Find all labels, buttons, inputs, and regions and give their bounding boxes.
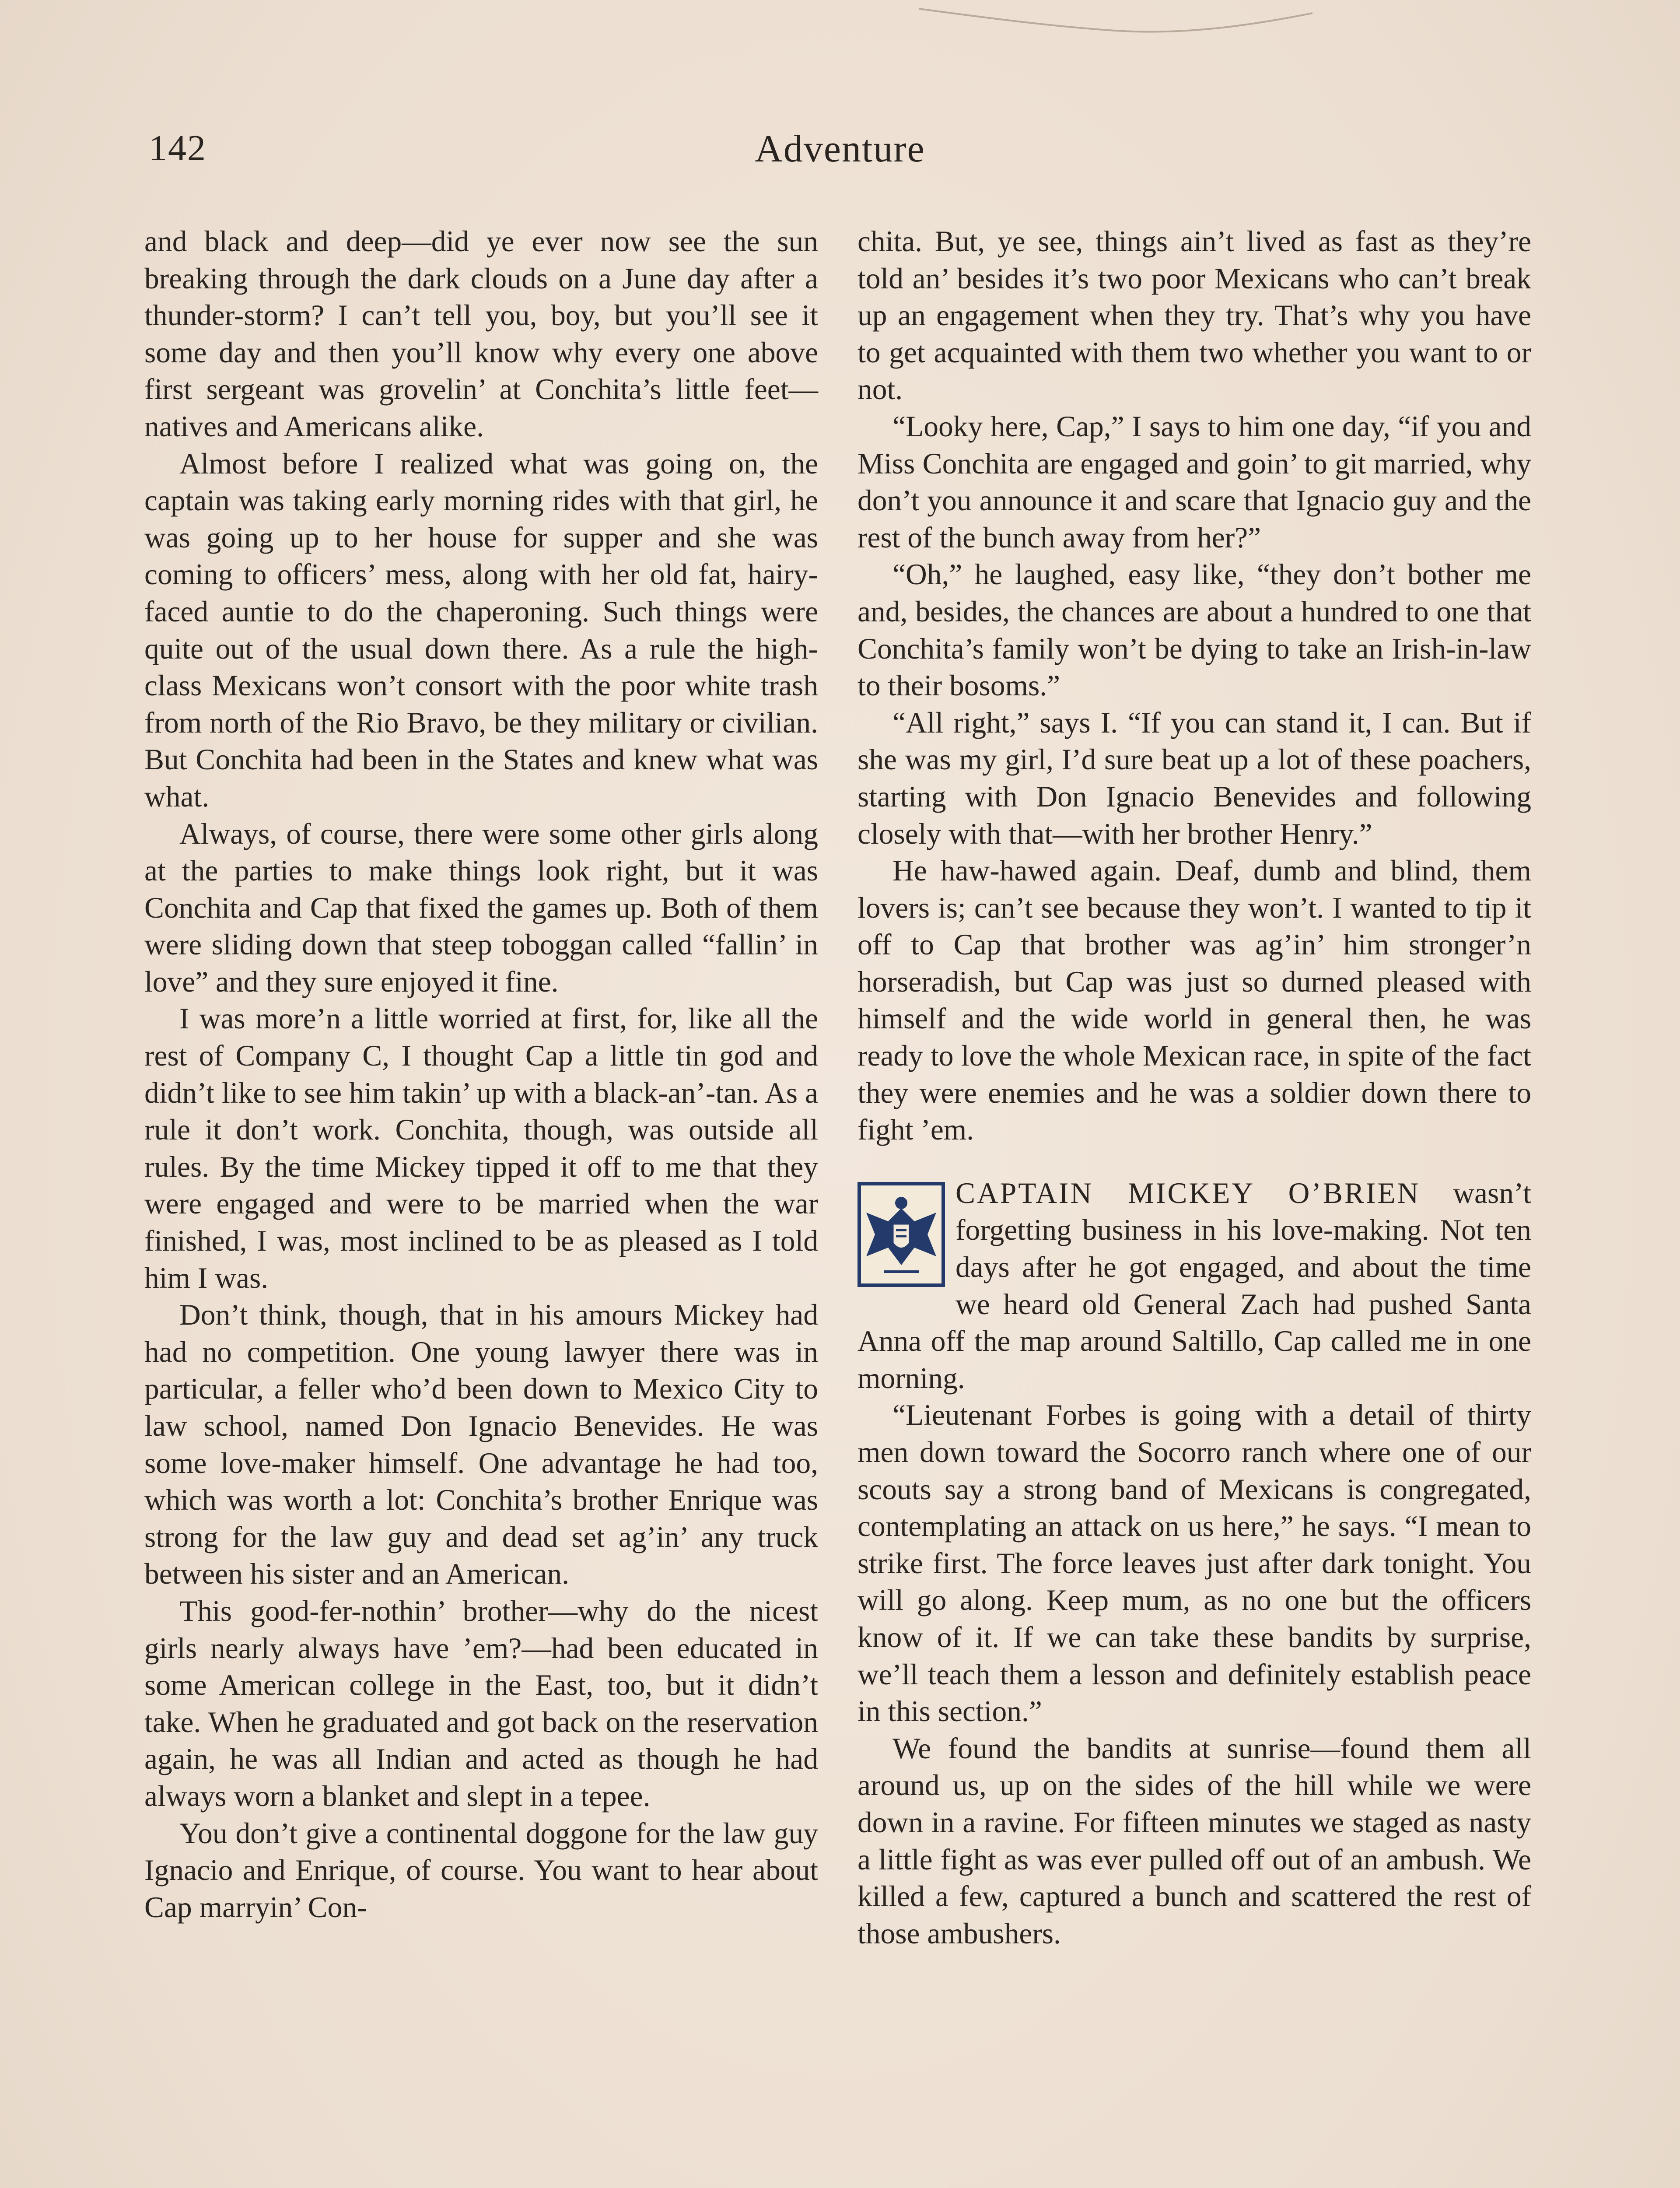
paragraph: You don’t give a continental doggone for the law guy Ignacio and Enrique, of course. You want to hear about Cap marryin’ Con-: [144, 1816, 818, 1924]
paragraph: This good-fer-nothin’ brother—why do the nicest girls nearly always have ’em?—had been educated in some American college in the East, too, but it didn’t take. When he graduated and got back on the reservation again, he was all Indian and acted as though he had always worn a blanket and slept in a tepee.: [144, 1594, 818, 1813]
section-lead-paragraph: [858, 1175, 1531, 1397]
paper-tear-mark: [919, 0, 1312, 39]
paragraph: chita. But, ye see, things ain’t lived as fast as they’re told an’ besides it’s two poor Mexicans who can’t break up an engagement when they try. That’s why you have to get acquainted with them two whether you want to or not.: [858, 225, 1531, 406]
paragraph: He haw-hawed again. Deaf, dumb and blind, them lovers is; can’t see because they won’t. I wanted to tip it off to Cap that brother was ag’in’ him stronger’n horseradish, but Cap was just so durned pleased with himself and the wide world in general then, he was ready to love the whole Mexican race, in spite of the fact they were enemies and he was a soldier down there to fight ’em.: [858, 854, 1531, 1147]
paragraph: We found the bandits at sunrise—found them all around us, up on the sides of the hill while we were down in a ravine. For fifteen minutes we staged as nasty a little fight as was ever pulled off out of an ambush. We killed a few, captured a bunch and scattered the rest of those ambushers.: [858, 1732, 1531, 1950]
paragraph: “Oh,” he laughed, easy like, “they don’t bother me and, besides, the chances are about a hundred to one that Conchita’s family won’t be dying to take an Irish-in-law to their bosoms.”: [858, 558, 1531, 702]
paragraph: “Looky here, Cap,” I says to him one day, “if you and Miss Conchita are engaged and goin’ to git married, why don’t you announce it and scare that Ignacio guy and the rest of the bunch away from her?”: [858, 410, 1531, 554]
eagle-shield-emblem-icon: [858, 1182, 945, 1287]
paragraph: I was more’n a little worried at first, for, like all the rest of Company C, I thought Cap a little tin god and didn’t like to see him takin’ up with a black-an’-tan. As a rule it don’t work. Conchita, though, was outside all rules. By the time Mickey tipped it off to me that they were engaged and were to be married when the war finished, I was, most inclined to be as pleased as I told him I was.: [144, 1002, 818, 1294]
page-number: 142: [149, 128, 206, 168]
page-header: [149, 127, 1531, 179]
running-title: Adventure: [755, 128, 925, 170]
paragraph: and black and deep—did ye ever now see the sun breaking through the dark clouds on a June day after a thunder-storm? I can’t tell you, boy, but you’ll see it some day and then you’ll know why every one above first sergeant was grovelin’ at Conchita’s little feet—natives and Americans alike.: [144, 225, 818, 443]
section-lead-caps: CAPTAIN MICKEY O’BRIEN: [956, 1176, 1421, 1210]
paragraph: Don’t think, though, that in his amours Mickey had had no competition. One young lawyer there was in particular, a feller who’d been down to Mexico City to law school, named Don Ignacio Benevides. He was some love-maker himself. One advantage he had too, which was worth a lot: Conchita’s brother Enrique was strong for the law guy and dead set ag’in’ any truck between his sister and an American.: [144, 1298, 818, 1591]
paragraph: Almost before I realized what was going on, the captain was taking early morning rides with that girl, he was going up to her house for supper and she was coming to officers’ mess, along with her old fat, hairy-faced auntie to do the chaperoning. Such things were quite out of the usual down there. As a rule the high-class Mexicans won’t consort with the poor white trash from north of the Rio Bravo, be they military or civilian. But Conchita had been in the States and knew what was what.: [144, 447, 818, 813]
section-lead-text: wasn’t forgetting business in his love-making. Not ten days after he got engaged, and about the time we heard old General Zach had pushed Santa Anna off the map around Saltillo, Cap called me in one morning.: [858, 1176, 1531, 1395]
paragraph: “All right,” says I. “If you can stand it, I can. But if she was my girl, I’d sure beat up a lot of these poachers, starting with Don Ignacio Benevides and following closely with that—with her brother Henry.”: [858, 706, 1531, 850]
right-column: [858, 223, 1531, 1952]
paragraph: “Lieutenant Forbes is going with a detail of thirty men down toward the Socorro ranch where one of our scouts say a strong band of Mexicans is congregated, contemplating an attack on us here,” he says. “I mean to strike first. The force leaves just after dark tonight. You will go along. Keep mum, as no one but the officers know of it. If we can take these bandits by surprise, we’ll teach them a lesson and definitely establish peace in this section.”: [858, 1399, 1531, 1728]
left-column: [144, 223, 818, 1926]
section-break-block: [858, 1175, 1531, 1397]
paragraph: Always, of course, there were some other girls along at the parties to make things look right, but it was Conchita and Cap that fixed the games up. Both of them were sliding down that steep toboggan called “fallin’ in love” and they sure enjoyed it fine.: [144, 817, 818, 998]
